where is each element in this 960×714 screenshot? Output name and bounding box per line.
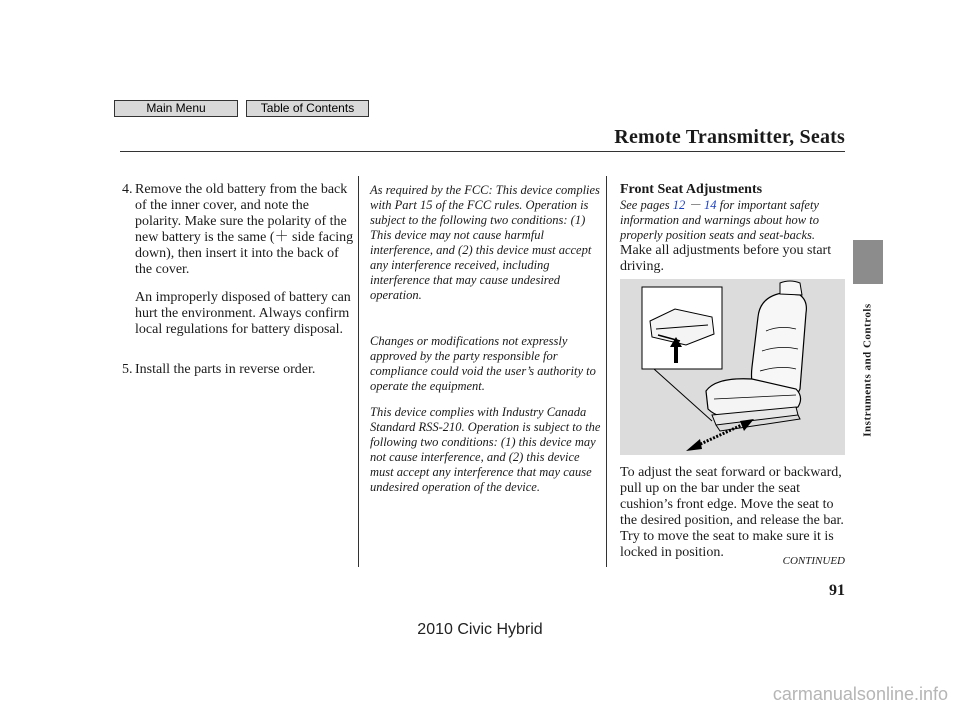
see-pages-suffix: for important safety information and warnings about how to properly position seats and seat-backs. [620,198,819,242]
side-tab-label: Instruments and Controls [862,303,874,437]
seat-illustration [620,279,845,455]
step-text: Remove the old battery from the back of the inner cover, and note the polarity. Make sure the polarity of the new battery is the same (＋ side facing down), then insert it into the back of the cover. [135,182,354,277]
watermark: carmanualsonline.info [772,684,948,704]
page-range-dash: － [688,198,701,212]
model-footer: 2010 Civic Hybrid [417,621,543,638]
continued-label: CONTINUED [782,555,845,567]
seat-adjust-instructions: To adjust the seat forward or backward, pull up on the bar under the seat cushion’s front edge. Move the seat to the desired position, and release the bar. Try to move the seat to make sure it is locked in position. [620,465,844,560]
section-marker-bar [853,240,883,284]
section-heading: Front Seat Adjustments [620,182,763,197]
section-side-tab [853,290,883,450]
double-arrow-icon [694,423,746,447]
step-4 [122,182,355,278]
column-divider [358,176,359,567]
disposal-note: An improperly disposed of battery can hurt the environment. Always confirm local regulations for battery disposal. [135,290,351,337]
seat-adjustment-figure [620,279,845,455]
fcc-notice: As required by the FCC: This device complies with Part 15 of the FCC rules. Operation is subject to the following two conditions: (1) This device may not cause harmful interference, and (2) this device must accept any interference received, including interference that may cause undesired operation. [370,183,600,302]
modification-notice: Changes or modifications not expressly approved by the party responsible for compliance could void the user’s authority to operate the equipment. [370,334,596,393]
column-divider [606,176,607,567]
page-title: Remote Transmitter, Seats [614,126,845,148]
step-number: 4. [122,182,133,197]
adjust-before-driving: Make all adjustments before you start driving. [620,243,832,274]
table-of-contents-button[interactable]: Table of Contents [246,100,369,117]
see-pages-reference [620,198,846,243]
step-number: 5. [122,362,133,377]
step-5 [122,362,355,378]
title-rule [120,151,845,152]
page-link-end[interactable]: 14 [704,198,717,212]
see-pages-prefix: See pages [620,198,670,212]
page-number: 91 [829,582,845,599]
page-link-start[interactable]: 12 [672,198,686,212]
main-menu-button[interactable]: Main Menu [114,100,238,117]
industry-canada-notice: This device complies with Industry Canada Standard RSS-210. Operation is subject to the following two conditions: (1) this device may not cause interference, and (2) this device must accept any interference that may cause undesired operation of the device. [370,405,601,494]
step-text: Install the parts in reverse order. [135,362,316,377]
